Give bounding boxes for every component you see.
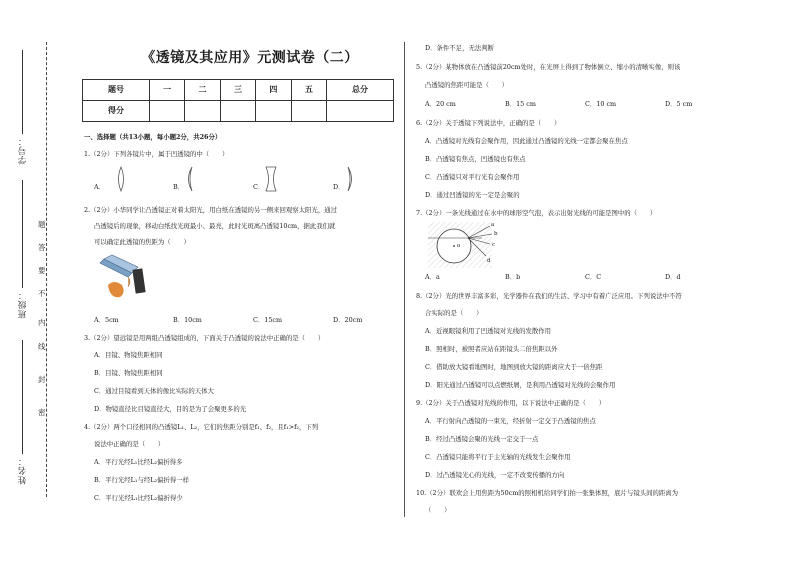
question-4-line: 说法中正确的是（ ）: [94, 440, 165, 448]
question-5-line: 凸透镜的焦距可能是（ ）: [425, 81, 509, 89]
student-id-label: 学号：: [18, 136, 28, 165]
student-id-line: [22, 50, 23, 134]
question-7: 7.（2分）一条光线通过在水中的球形空气泡，表示出射光线的可能是图中的（ ）: [416, 209, 657, 217]
score-blank[interactable]: [185, 101, 220, 122]
binding-margin: [0, 0, 60, 561]
option: A．: [94, 183, 106, 191]
question-3: 3.（2分）望远镜是用两组凸透镜组成的，下面关于凸透镜的说法中正确的是（ ）: [84, 334, 325, 342]
score-cell: 得分: [83, 101, 150, 122]
score-blank[interactable]: [220, 101, 255, 122]
option: B．目镜、物镜焦距相同: [94, 369, 163, 377]
figure-label: b: [494, 231, 498, 237]
option: B．: [173, 183, 185, 191]
lens-d-figure: [344, 166, 356, 192]
score-cell: 二: [185, 80, 220, 101]
figure-label: o: [457, 243, 461, 249]
class-line: [22, 180, 23, 288]
option: A．平行射向凸透镜的一束光，经折射一定交于凸透镜的焦点: [425, 417, 596, 425]
question-8-line: 合实际的是（ ）: [425, 309, 483, 317]
score-blank[interactable]: [327, 101, 394, 122]
score-cell: 五: [291, 80, 326, 101]
option: D．阳光通过凸透镜可以点燃纸屑，是利用凸透镜对光线的会聚作用: [425, 381, 616, 389]
score-blank[interactable]: [291, 101, 326, 122]
question-1: 1.（2分）下列各镜片中，属于凹透镜的中（ ）: [84, 150, 229, 158]
score-cell: 四: [256, 80, 291, 101]
option: B．b: [505, 273, 521, 281]
question-6: 6.（2分）关于透镜下列说法中，正确的是（ ）: [416, 119, 561, 127]
score-cell: 题号: [83, 80, 150, 101]
sunlight-lens-figure: [98, 255, 154, 301]
question-8-line: 8.（2分）光的世界丰富多彩，光学器件在我们的生活、学习中有着广泛应用。下列说法中不符: [416, 292, 682, 300]
option: C．借助放大镜看地图时，地图到放大镜的距离应大于一倍焦距: [425, 363, 603, 371]
score-blank[interactable]: [256, 101, 291, 122]
option: C．通过目镜看到天体的像比实际的天体大: [94, 387, 214, 395]
seal-char: 内: [38, 318, 46, 327]
seal-char: 封: [38, 375, 46, 384]
option: A．近视眼镜利用了凹透镜对光线的发散作用: [425, 327, 552, 335]
option: B．经过凸透镜会聚的光线一定交于一点: [425, 435, 539, 443]
question-5-line: 5.（2分）某物体放在凸透镜前20cm处时，在光屏上得到了物体倒立、缩小的清晰实像，则该: [416, 63, 681, 71]
question-9: 9.（2分）关于凸透镜对光线的作用，以下说法中正确的是（ ）: [416, 399, 606, 407]
option: A．a: [425, 273, 440, 281]
figure-label: c: [492, 242, 496, 248]
figure-label: d: [487, 258, 491, 264]
score-cell: 一: [149, 80, 184, 101]
option: C．平行光经L₁比经L₂偏折得少: [94, 494, 183, 502]
option: D．过凸透镜光心的光线，一定不改变传播的方向: [425, 471, 565, 479]
question-10-line: 10.（2分）联欢会上用焦距为50cm的照相机给同学们拍一张集体照，底片与镜头间的距离为: [416, 489, 679, 497]
question-10-line: （ ）: [425, 506, 451, 514]
name-label: 姓名：: [18, 456, 28, 485]
option: A．目镜、物镜焦距相同: [94, 351, 163, 359]
option: D．: [333, 183, 345, 191]
score-blank[interactable]: [149, 101, 184, 122]
seal-char: 密: [38, 408, 46, 417]
option: C．凸透镜只能将平行于主光轴的光线发生会聚作用: [425, 453, 571, 461]
score-table: [82, 79, 394, 122]
option: C．10 cm: [585, 100, 617, 108]
name-line: [22, 340, 23, 454]
seal-char: 答: [38, 243, 46, 252]
class-label: 班级：: [18, 290, 28, 319]
option: A．凸透镜对光线有会聚作用，因此通过凸透镜的光线一定都会聚在焦点: [425, 137, 628, 145]
option: B．照相时，被照者应站在距镜头二倍焦距以外: [425, 345, 558, 353]
seal-char: 不: [38, 289, 46, 298]
question-2-line: 2.（2分）小华同学让凸透镜正对着太阳光，用白纸在透镜的另一侧来回观察太阳光，通过: [84, 206, 338, 214]
option: D．5 cm: [665, 100, 693, 108]
option: C．凸透镜只对平行光有会聚作用: [425, 173, 520, 181]
option: C．15cm: [253, 316, 283, 324]
lens-c-figure: [264, 166, 278, 192]
option: A．5cm: [94, 316, 119, 324]
question-2-line: 凸透镜后的现象，移动白纸找光斑最小、最亮，此时光斑离凸透镜10cm，据此我们就: [94, 222, 336, 230]
lens-b-figure: [184, 166, 196, 192]
score-cell: 总分: [327, 80, 394, 101]
lens-a-figure: [115, 166, 127, 192]
option: B．15 cm: [505, 100, 536, 108]
option: D．d: [665, 273, 681, 281]
section-heading: 一、选择题（共13小题，每小题2分，共26分）: [84, 133, 222, 141]
option: B．凸透镜有焦点，凹透镜也有焦点: [425, 155, 526, 163]
question-4-line: 4.（2分）两个口径相同的凸透镜L₁、L₂，它们的焦距分别是f₁、f₂，且f₁>f₂，下列: [84, 423, 319, 431]
option: A．平行光经L₁比经L₂偏折得多: [94, 458, 183, 466]
option: A．20 cm: [425, 100, 456, 108]
score-cell: 三: [220, 80, 255, 101]
column-divider: [404, 42, 405, 517]
question-2-line: 可以确定此透镜的焦距为（ ）: [94, 238, 190, 246]
exam-title: 《透镜及其应用》元测试卷（二）: [141, 50, 359, 66]
option: D．20cm: [333, 316, 363, 324]
seal-char: 要: [38, 266, 46, 275]
score-table-header-row: [83, 80, 394, 101]
option: C．C: [585, 273, 602, 281]
option: D．通过凹透镜的光一定是会聚的: [425, 191, 520, 199]
option: D．物镜直径比目镜直径大，目的是为了会聚更多的光: [94, 405, 247, 413]
option: B．平行光经L₁与经L₂偏折得一样: [94, 476, 189, 484]
seal-dashed-line: [46, 42, 47, 497]
option: C．: [253, 183, 265, 191]
score-table-score-row: [83, 101, 394, 122]
option: D．条件不足，无法判断: [425, 44, 495, 52]
option: B．10cm: [173, 316, 202, 324]
seal-char: 题: [38, 220, 46, 229]
seal-char: 线: [38, 342, 46, 351]
figure-label: a: [491, 222, 495, 228]
